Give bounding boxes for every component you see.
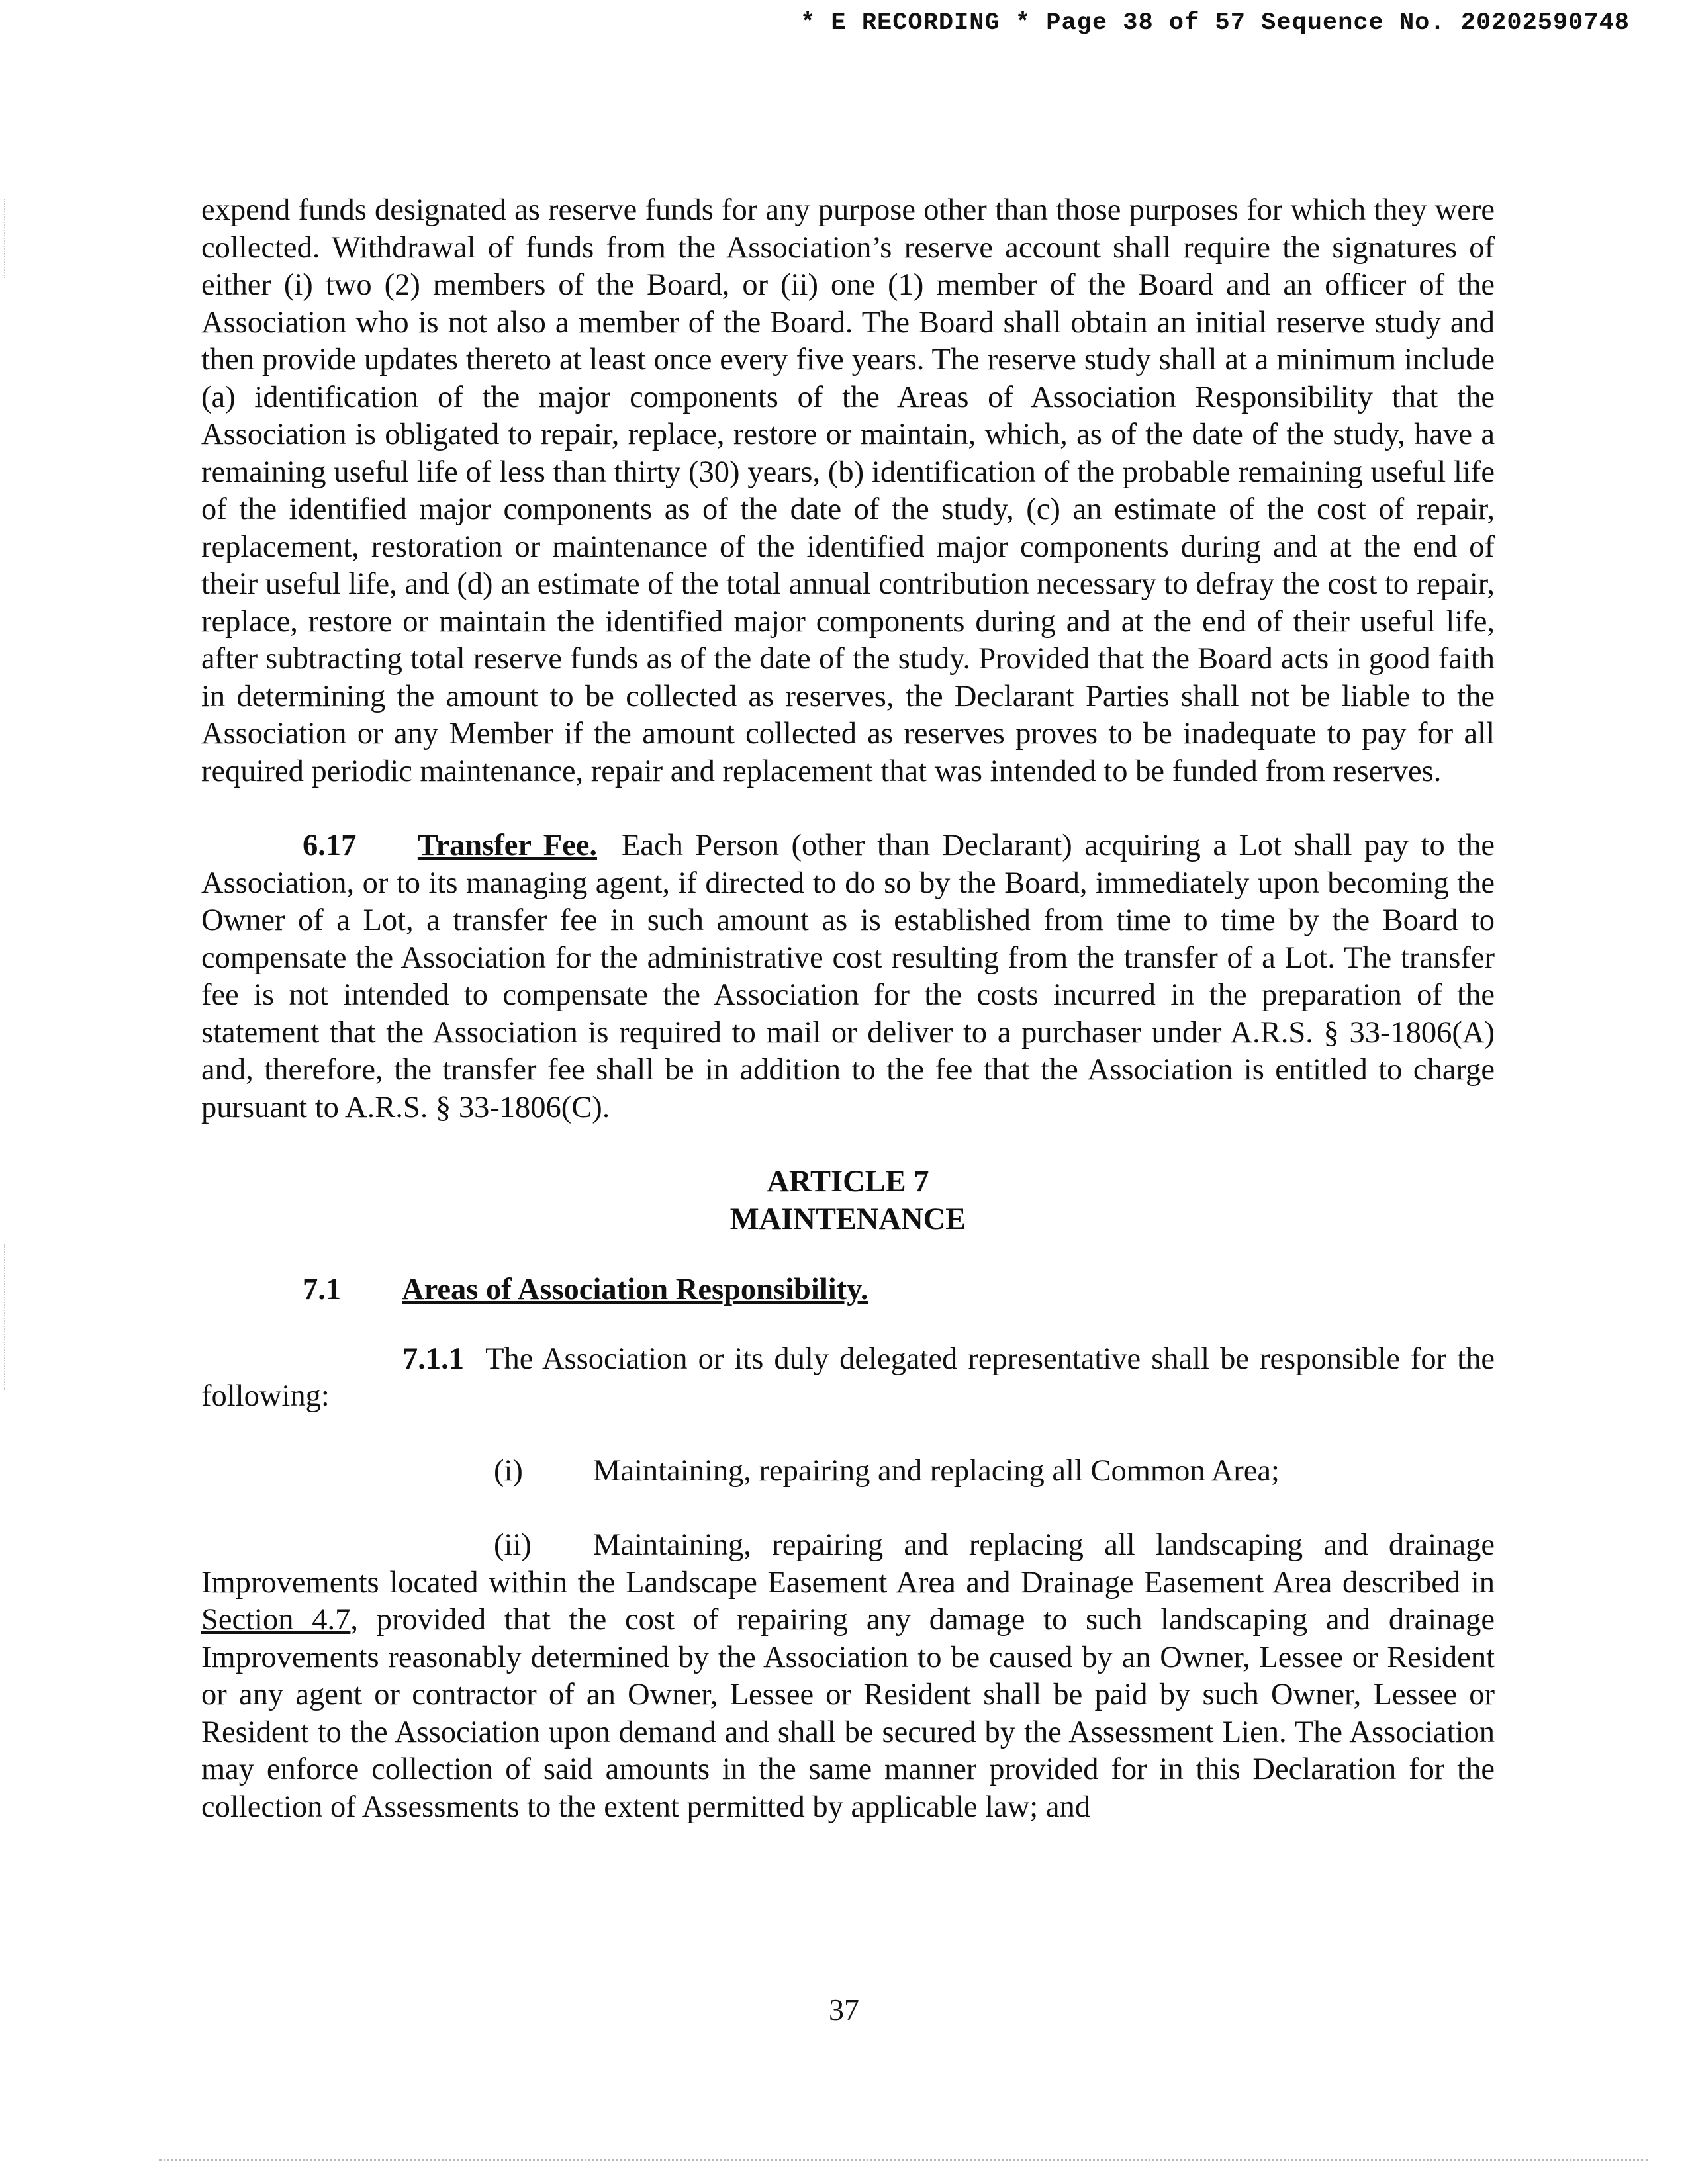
section-6-17-text: Each Person (other than Declarant) acquiring a Lot shall pay to the Association, or to its managing agent, if directed to do so by the Board, immediately upon becoming the Owner of a Lot, a transfer fee in such amount as is established from time to time by the Board to compensate the Association for the administrative cost resulting from the transfer of a Lot. The transfer fee is not intended to compensate the Association for the costs incurred in the preparation of the statement that the Association is required to mail or deliver to a purchaser under A.R.S. § 33-1806(A) and, therefore, the transfer fee shall be in addition to the fee that the Association is entitled to charge pursuant to A.R.S. § 33-1806(C). <box>201 829 1495 1124</box>
article-heading <box>201 1163 1495 1238</box>
article-label: ARTICLE 7 <box>767 1165 929 1199</box>
item-ii-text-start: Maintaining, repairing and replacing all landscaping and drainage Improvements located within the Landscape Easement Area and Drainage Easement Area described in <box>201 1528 1495 1600</box>
section-6-17-title: Transfer Fee. <box>417 829 597 862</box>
scan-margin-artifact <box>4 1244 5 1390</box>
section-7-1-heading <box>201 1271 1495 1309</box>
article-title: MAINTENANCE <box>729 1202 966 1236</box>
scan-edge-artifact <box>159 2159 1648 2161</box>
recording-stamp: * E RECORDING * Page 38 of 57 Sequence No. 20202590748 <box>800 9 1630 37</box>
item-i-number: (i) <box>494 1453 523 1488</box>
section-6-17-number: 6.17 <box>303 829 357 862</box>
item-ii-text-end: , provided that the cost of repairing any damage to such landscaping and drainage Improvements reasonably determined by the Association to be caused by an Owner, Lessee or Resident or any agent or contractor of an Owner, Lessee or Resident shall be paid by such Owner, Lessee or Resident to the Association upon demand and shall be secured by the Assessment Lien. The Association may enforce collection of said amounts in the same manner provided for in this Declaration for the collection of Assessments to the extent permitted by applicable law; and <box>201 1603 1495 1824</box>
section-7-1-1-number: 7.1.1 <box>402 1342 464 1376</box>
item-ii-number: (ii) <box>494 1528 532 1562</box>
item-ii <box>201 1527 1495 1826</box>
document-body <box>201 192 1495 1826</box>
section-4-7-reference: Section 4.7 <box>201 1603 351 1637</box>
section-6-17 <box>201 827 1495 1126</box>
section-7-1-title: Areas of Association Responsibility. <box>402 1273 868 1306</box>
scan-margin-artifact <box>4 199 5 278</box>
section-7-1-1-text: The Association or its duly delegated representative shall be responsible for the following: <box>201 1342 1495 1413</box>
reserve-paragraph: expend funds designated as reserve funds for any purpose other than those purposes for which they were collected. Withdrawal of funds from the Association’s reserve account shall require the signatures of either (i) two (2) members of the Board, or (ii) one (1) member of the Board and an officer of the Association who is not also a member of the Board. The Board shall obtain an initial reserve study and then provide updates thereto at least once every five years. The reserve study shall at a minimum include (a) identification of the major components of the Areas of Association Responsibility that the Association is obligated to repair, replace, restore or maintain, which, as of the date of the study, have a remaining useful life of less than thirty (30) years, (b) identification of the probable remaining useful life of the identified major components as of the date of the study, (c) an estimate of the cost of repair, replacement, restoration or maintenance of the identified major components during and at the end of their useful life, and (d) an estimate of the total annual contribution necessary to defray the cost to repair, replace, restore or maintain the identified major components during and at the end of their useful life, after subtracting total reserve funds as of the date of the study. Provided that the Board acts in good faith in determining the amount to be collected as reserves, the Declarant Parties shall not be liable to the Association or any Member if the amount collected as reserves proves to be inadequate to pay for all required periodic maintenance, repair and replacement that was intended to be funded from reserves. <box>201 193 1495 788</box>
section-7-1-1 <box>201 1341 1495 1416</box>
page-number: 37 <box>829 1993 859 2026</box>
item-i <box>201 1453 1495 1490</box>
item-i-text: Maintaining, repairing and replacing all Common Area; <box>593 1453 1280 1488</box>
section-7-1-number: 7.1 <box>303 1273 342 1306</box>
